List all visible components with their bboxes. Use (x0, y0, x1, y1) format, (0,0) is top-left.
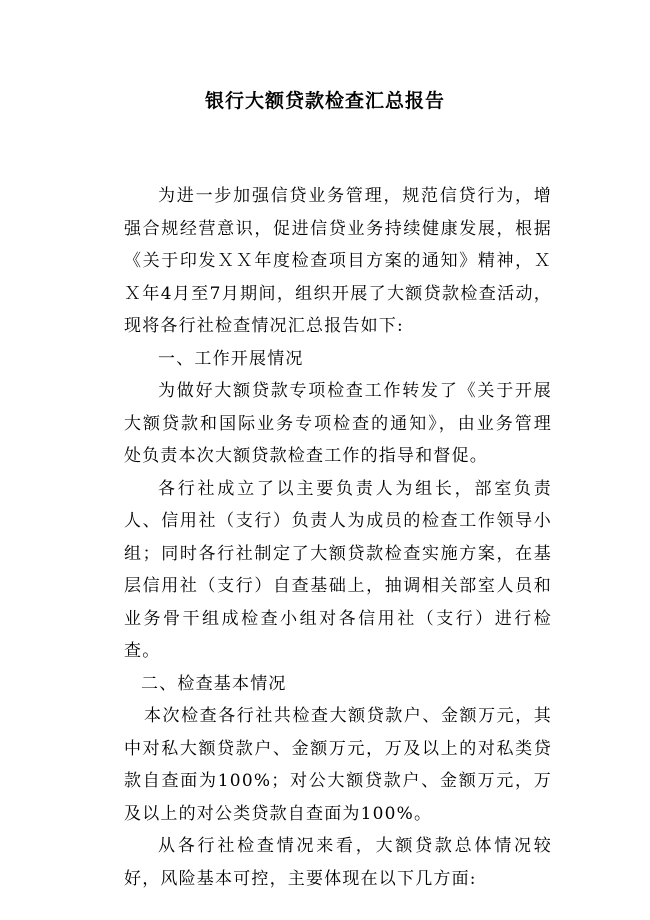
paragraph-notice: 为做好大额贷款专项检查工作转发了《关于开展大额贷款和国际业务专项检查的通知》，由业务管理处负责本次大额贷款检查工作的指导和督促。 (124, 381, 552, 466)
document-body (124, 180, 552, 895)
document-title: 银行大额贷款检查汇总报告 (204, 90, 445, 112)
section-heading-basic-situation: 二、检查基本情况 (141, 673, 287, 694)
section-heading-work-progress: 一、工作开展情况 (158, 348, 304, 369)
paragraph-organization: 各行社成立了以主要负责人为组长，部室负责人、信用社（支行）负责人为成员的检查工作领导小组；同时各行社制定了大额贷款检查实施方案，在基层信用社（支行）自查基础上，抽调相关部室人员和业务骨干组成检查小组对各信用社（支行）进行检查。 (124, 478, 552, 661)
intro-paragraph: 为进一步加强信贷业务管理，规范信贷行为，增强合规经营意识，促进信贷业务持续健康发展，根据《关于印发ＸＸ年度检查项目方案的通知》精神，ＸＸ年4月至7月期间，组织开展了大额贷款检查活动，现将各行社检查情况汇总报告如下: (124, 186, 552, 336)
paragraph-summary: 从各行社检查情况来看，大额贷款总体情况较好，风险基本可控，主要体现在以下几方面: (124, 836, 552, 889)
paragraph-statistics: 本次检查各行社共检查大额贷款户、金额万元，其中对私大额贷款户、金额万元，万及以上的对私类贷款自查面为100%；对公大额贷款户、金额万元，万及以上的对公类贷款自查面为100%。 (124, 706, 552, 824)
